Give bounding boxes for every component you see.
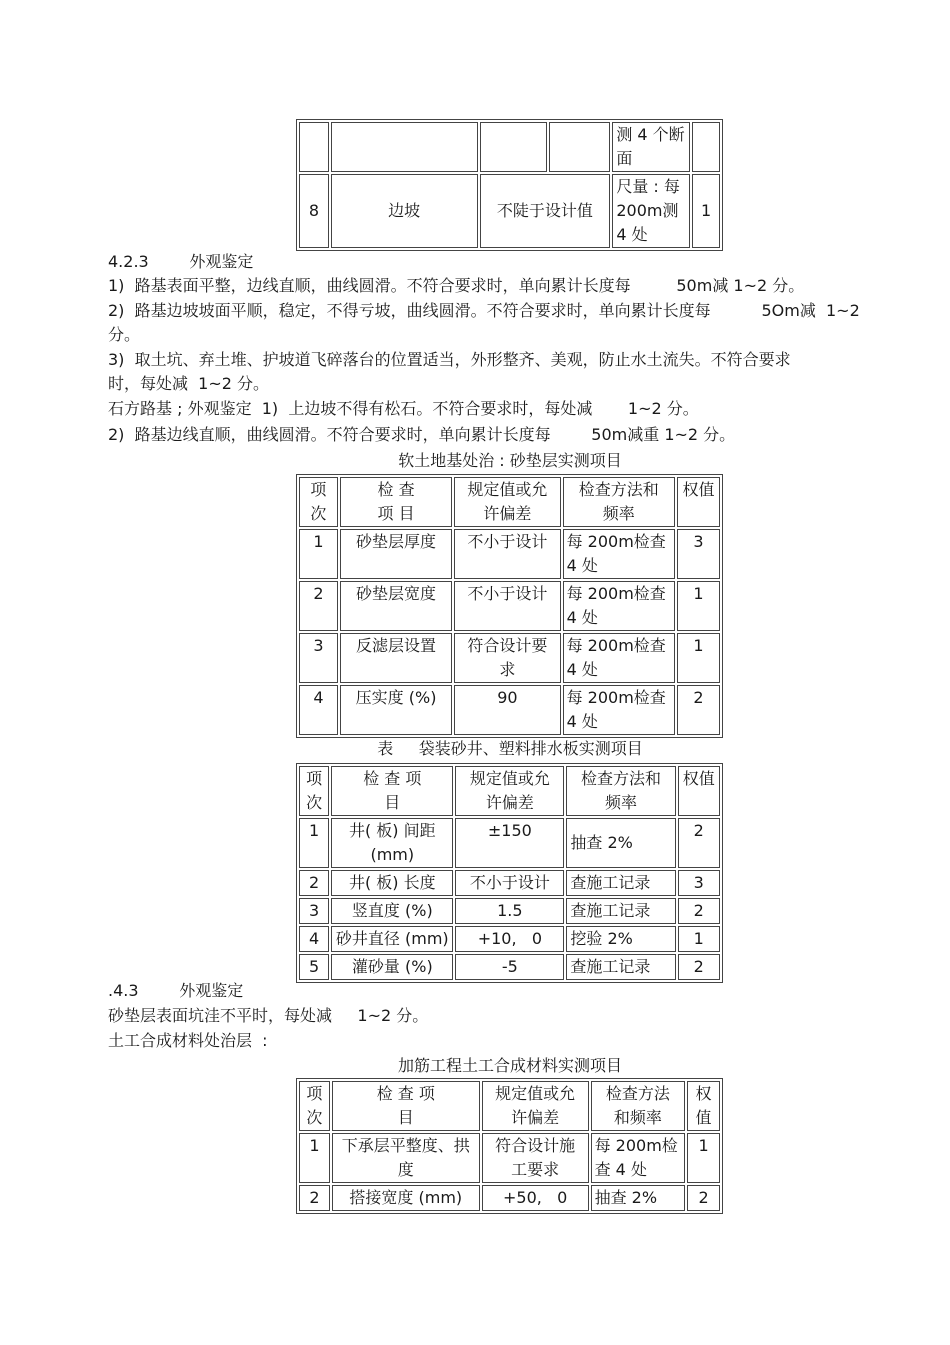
table-cell: ±150 [455, 818, 564, 868]
table-cell: 8 [299, 174, 329, 248]
table-header-row [299, 1081, 720, 1131]
table-cell: 查施工记录 [566, 870, 675, 896]
table-caption: 表 袋装砂井、塑料排水板实测项目 [377, 739, 643, 758]
table-cell: 1 [299, 1133, 330, 1183]
table-cell: 井( 板) 长度 [331, 870, 453, 896]
table-cell: 砂垫层厚度 [340, 529, 452, 579]
paragraph-line: 2) 路基边坡坡面平顺，稳定，不得亏坡，曲线圆滑。不符合要求时，单向累计长度每 5Om减 1~2 [108, 301, 860, 320]
table-row [299, 926, 720, 952]
table-cell: 不陡于设计值 [480, 174, 611, 248]
table-cell: 压实度 (%) [340, 685, 452, 735]
geosynthetic-table [296, 1078, 723, 1214]
table-cell: 符合设计要 求 [454, 633, 560, 683]
header-cell: 检查方法 和频率 [591, 1081, 686, 1131]
sand-well-table [296, 763, 723, 983]
table-cell: 搭接宽度 (mm) [332, 1185, 480, 1211]
table-cell: 抽查 2% [591, 1185, 686, 1211]
header-cell: 规定值或允 许偏差 [454, 477, 560, 527]
table-header-row [299, 766, 720, 816]
table-cell [299, 122, 329, 172]
paragraph-line: 3) 取土坑、弃土堆、护坡道飞碎落台的位置适当，外形整齐、美观，防止水土流失。不符合要求 [108, 350, 791, 369]
table-cell: 2 [677, 685, 720, 735]
header-cell: 检查方法和 频率 [563, 477, 675, 527]
table-cell: 2 [687, 1185, 720, 1211]
table-cell: 2 [299, 581, 338, 631]
table-cell: 2 [678, 818, 720, 868]
table-cell: 1 [677, 581, 720, 631]
table-row [299, 174, 720, 248]
table-cell: 2 [678, 954, 720, 980]
table-cell: 竖直度 (%) [331, 898, 453, 924]
table-cell: 抽查 2% [566, 818, 675, 868]
table-cell: 井( 板) 间距 (mm) [331, 818, 453, 868]
header-cell: 项 次 [299, 766, 329, 816]
table-cell: 5 [299, 954, 329, 980]
table-row [299, 1185, 720, 1211]
table-cell: 3 [299, 898, 329, 924]
table-cell: 每 200m检查 4 处 [563, 529, 675, 579]
paragraph-line: 砂垫层表面坑洼不平时，每处减 1~2 分。 [108, 1006, 429, 1025]
section-heading: .4.3 外观鉴定 [108, 981, 244, 1000]
header-cell: 规定值或允 许偏差 [482, 1081, 589, 1131]
table-cell: 下承层平整度、拱 度 [332, 1133, 480, 1183]
table-cell: 砂垫层宽度 [340, 581, 452, 631]
table-cell: 2 [678, 898, 720, 924]
paragraph-line: 时，每处减 1~2 分。 [108, 374, 270, 393]
table-cell: 查施工记录 [566, 954, 675, 980]
section-heading: 4.2.3 外观鉴定 [108, 252, 254, 271]
table-cell: 不小于设计 [454, 581, 560, 631]
table-cell: 1 [678, 926, 720, 952]
table-cell: 每 200m检查 4 处 [563, 685, 675, 735]
table-cell: 反滤层设置 [340, 633, 452, 683]
paragraph-line: 1) 路基表面平整，边线直顺，曲线圆滑。不符合要求时，单向累计长度每 50m减 1~2 分。 [108, 276, 805, 295]
table-cell: 符合设计施 工要求 [482, 1133, 589, 1183]
sand-cushion-table [296, 474, 723, 738]
table-cell: 每 200m检查 4 处 [563, 633, 675, 683]
table-caption: 软土地基处治 : 砂垫层实测项目 [398, 451, 622, 470]
table-row [299, 954, 720, 980]
table-cell: 查施工记录 [566, 898, 675, 924]
table-row [299, 685, 720, 735]
table-cell: 4 [299, 926, 329, 952]
table-header-row [299, 477, 720, 527]
table-cell: 1.5 [455, 898, 564, 924]
paragraph-line: 2) 路基边线直顺，曲线圆滑。不符合要求时，单向累计长度每 50m减重 1~2 分。 [108, 425, 736, 444]
header-cell: 检查方法和 频率 [566, 766, 675, 816]
table-cell: 3 [677, 529, 720, 579]
table-cell: 1 [687, 1133, 720, 1183]
table-cell: -5 [455, 954, 564, 980]
table-row [299, 818, 720, 868]
table-row [299, 1133, 720, 1183]
table-cell: 不小于设计 [454, 529, 560, 579]
table-cell: 1 [299, 818, 329, 868]
table-caption: 加筋工程土工合成材料实测项目 [397, 1056, 622, 1075]
table-cell: 1 [299, 529, 338, 579]
header-cell: 规定值或允 许偏差 [455, 766, 564, 816]
table-cell: 2 [299, 1185, 330, 1211]
table-row [299, 898, 720, 924]
table-row [299, 581, 720, 631]
table-cell: +50, 0 [482, 1185, 589, 1211]
header-cell: 权值 [677, 477, 720, 527]
table-cell [331, 122, 478, 172]
paragraph-line: 分。 [108, 325, 141, 344]
table-cell: 尺量 : 每 200m测 4 处 [612, 174, 690, 248]
table-row [299, 122, 720, 172]
header-cell: 项 次 [299, 1081, 330, 1131]
table-cell: 边坡 [331, 174, 478, 248]
header-cell: 项次 [299, 477, 338, 527]
table-cell: 挖验 2% [566, 926, 675, 952]
table-cell: 灌砂量 (%) [331, 954, 453, 980]
header-cell: 检 查 项 目 [340, 477, 452, 527]
header-cell: 检 查 项 目 [332, 1081, 480, 1131]
header-cell: 权 值 [687, 1081, 720, 1131]
table-row [299, 633, 720, 683]
top-table [296, 119, 723, 251]
table-cell: 2 [299, 870, 329, 896]
table-cell: 测 4 个断面 [612, 122, 690, 172]
paragraph-line: 石方路基 ; 外观鉴定 1) 上边坡不得有松石。不符合要求时，每处减 1~2 分。 [108, 399, 699, 418]
table-cell: +10, 0 [455, 926, 564, 952]
table-cell [480, 122, 547, 172]
table-cell: 3 [678, 870, 720, 896]
header-cell: 权值 [678, 766, 720, 816]
table-cell [549, 122, 610, 172]
table-cell: 砂井直径 (mm) [331, 926, 453, 952]
table-row [299, 870, 720, 896]
table-cell: 每 200m检 查 4 处 [591, 1133, 686, 1183]
table-cell: 1 [692, 174, 720, 248]
table-cell: 不小于设计 [455, 870, 564, 896]
table-cell: 3 [299, 633, 338, 683]
table-cell: 1 [677, 633, 720, 683]
paragraph-line: 土工合成材料处治层 : [108, 1031, 268, 1050]
table-cell: 每 200m检查 4 处 [563, 581, 675, 631]
header-cell: 检 查 项 目 [331, 766, 453, 816]
table-cell: 4 [299, 685, 338, 735]
table-cell [692, 122, 720, 172]
table-cell: 90 [454, 685, 560, 735]
table-row [299, 529, 720, 579]
